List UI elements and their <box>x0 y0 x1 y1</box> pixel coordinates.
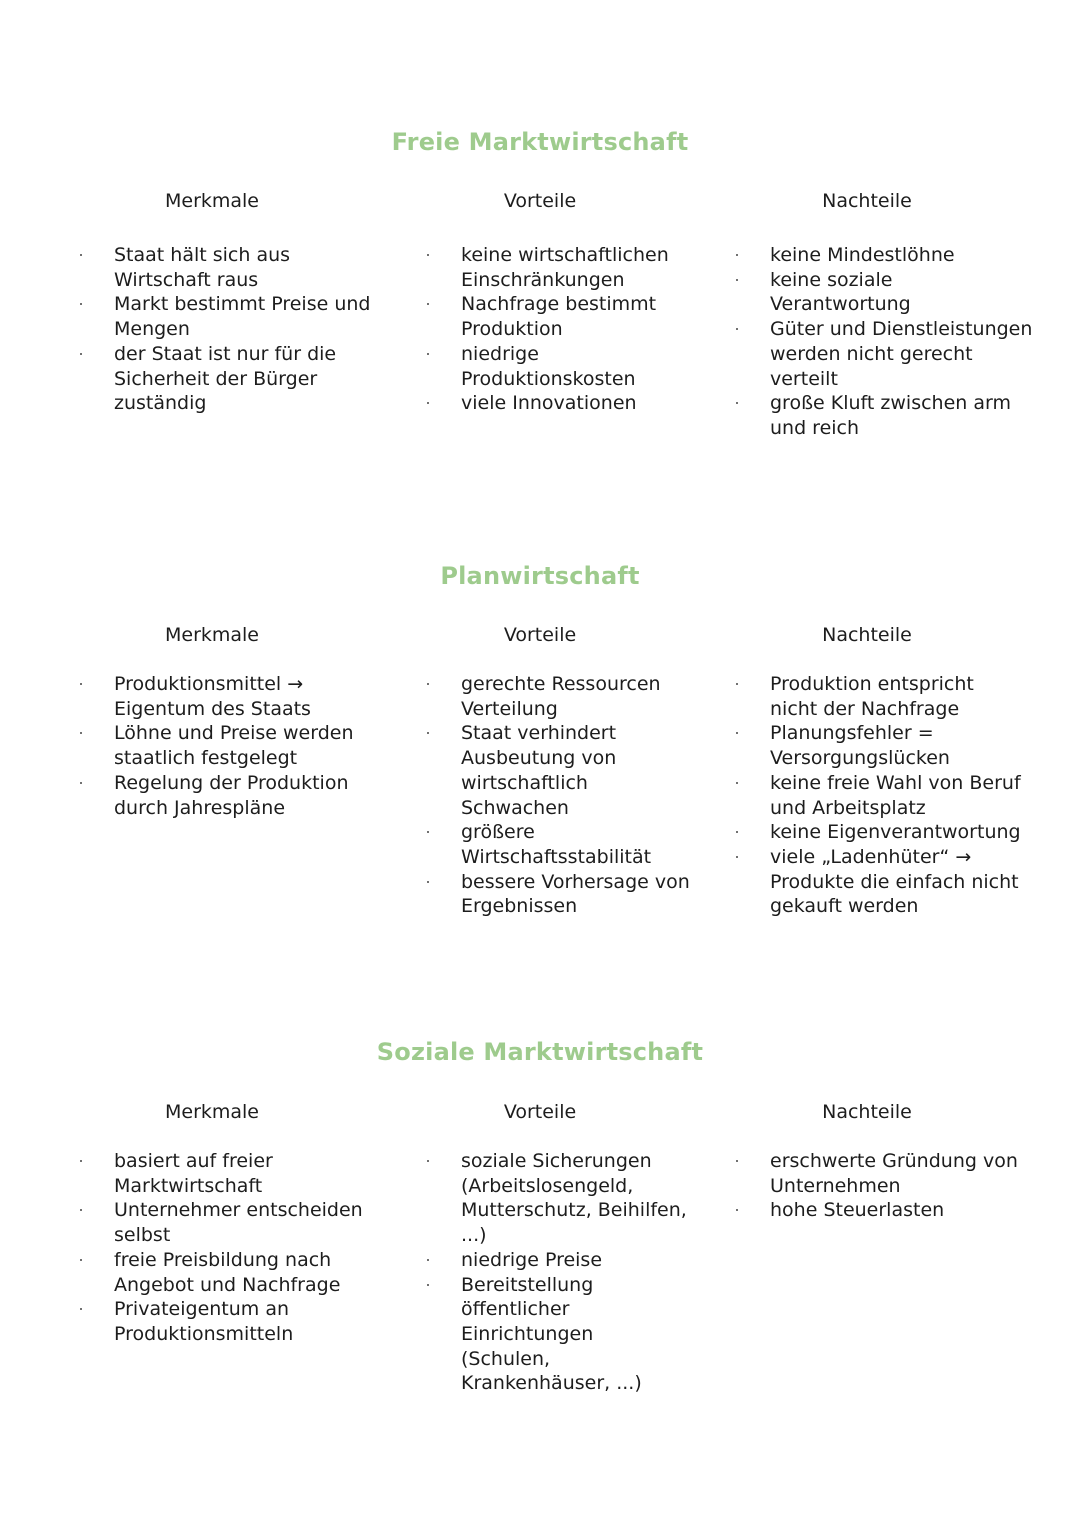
list-item: keine Mindestlöhne <box>737 243 1037 268</box>
vorteile-list <box>428 243 688 416</box>
column-header-vorteile: Vorteile <box>503 624 577 646</box>
list-item: Regelung der Produktion durch Jahrespläne <box>81 771 371 820</box>
list-item: erschwerte Gründung von Unternehmen <box>737 1149 1037 1198</box>
list-item: Staat hält sich aus Wirtschaft raus <box>81 243 371 292</box>
section-title-soziale-marktwirtschaft: Soziale Marktwirtschaft <box>376 1038 704 1066</box>
list-item: Privateigentum an Produktionsmitteln <box>81 1297 371 1346</box>
list-item: Nachfrage bestimmt Produktion <box>428 292 688 341</box>
list-item: bessere Vorhersage von Ergebnissen <box>428 870 693 919</box>
vorteile-list <box>428 1149 688 1396</box>
list-item: der Staat ist nur für die Sicherheit der Bürger zuständig <box>81 342 371 416</box>
nachteile-list <box>737 1149 1037 1223</box>
column-header-merkmale: Merkmale <box>164 190 260 212</box>
nachteile-list <box>737 243 1037 441</box>
list-item: viele Innovationen <box>428 391 688 416</box>
list-item: große Kluft zwischen arm und reich <box>737 391 1037 440</box>
list-item: Unternehmer entscheiden selbst <box>81 1198 371 1247</box>
merkmale-list <box>81 243 371 416</box>
list-item: Produktionsmittel → Eigentum des Staats <box>81 672 371 721</box>
list-item: keine freie Wahl von Beruf und Arbeitsplatz <box>737 771 1027 820</box>
column-header-merkmale: Merkmale <box>164 624 260 646</box>
list-item: niedrige Produktionskosten <box>428 342 688 391</box>
list-item: viele „Ladenhüter“ → Produkte die einfach nicht gekauft werden <box>737 845 1027 919</box>
column-header-merkmale: Merkmale <box>164 1101 260 1123</box>
list-item: niedrige Preise <box>428 1248 688 1273</box>
list-item: hohe Steuerlasten <box>737 1198 1037 1223</box>
list-item: Planungsfehler = Versorgungslücken <box>737 721 1027 770</box>
list-item: keine wirtschaftlichen Einschränkungen <box>428 243 688 292</box>
list-item: gerechte Ressourcen Verteilung <box>428 672 693 721</box>
column-header-nachteile: Nachteile <box>822 1101 912 1123</box>
list-item: Staat verhindert Ausbeutung von wirtschaftlich Schwachen <box>428 721 693 820</box>
merkmale-list <box>81 672 371 820</box>
nachteile-list <box>737 672 1027 919</box>
list-item: basiert auf freier Marktwirtschaft <box>81 1149 371 1198</box>
list-item: freie Preisbildung nach Angebot und Nachfrage <box>81 1248 371 1297</box>
section-title-planwirtschaft: Planwirtschaft <box>440 562 640 590</box>
list-item: Bereitstellung öffentlicher Einrichtungen (Schulen, Krankenhäuser, ...) <box>428 1273 688 1397</box>
list-item: Löhne und Preise werden staatlich festgelegt <box>81 721 371 770</box>
vorteile-list <box>428 672 693 919</box>
column-header-vorteile: Vorteile <box>503 1101 577 1123</box>
list-item: keine soziale Verantwortung <box>737 268 1037 317</box>
list-item: keine Eigenverantwortung <box>737 820 1027 845</box>
list-item: größere Wirtschaftsstabilität <box>428 820 693 869</box>
column-header-vorteile: Vorteile <box>503 190 577 212</box>
column-header-nachteile: Nachteile <box>822 190 912 212</box>
merkmale-list <box>81 1149 371 1347</box>
list-item: Produktion entspricht nicht der Nachfrage <box>737 672 1027 721</box>
list-item: Markt bestimmt Preise und Mengen <box>81 292 371 341</box>
list-item: Güter und Dienstleistungen werden nicht gerecht verteilt <box>737 317 1037 391</box>
column-header-nachteile: Nachteile <box>822 624 912 646</box>
section-title-freie-marktwirtschaft: Freie Marktwirtschaft <box>391 128 689 156</box>
list-item: soziale Sicherungen (Arbeitslosengeld, Mutterschutz, Beihilfen, ...) <box>428 1149 688 1248</box>
